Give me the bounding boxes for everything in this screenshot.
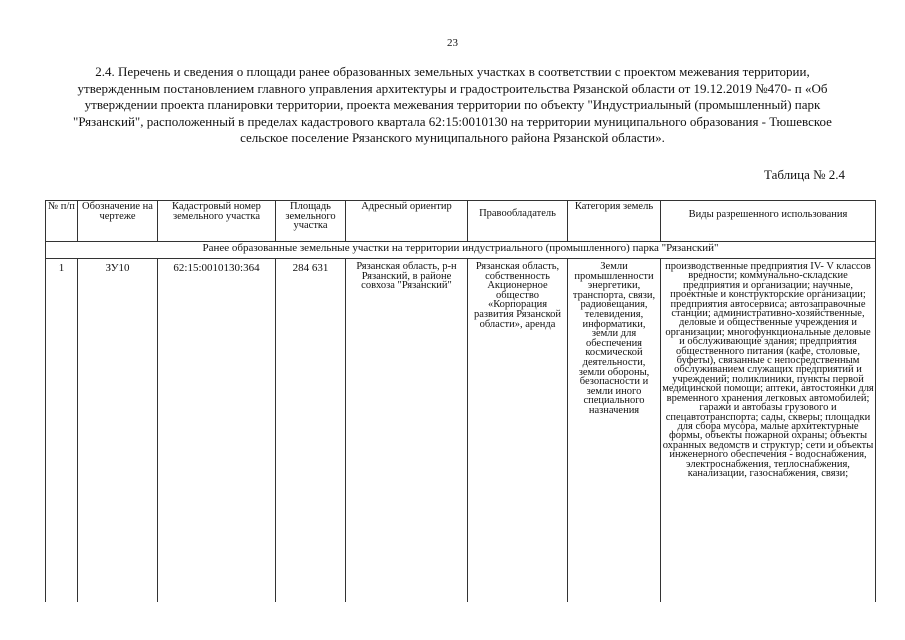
- cell-num: 1: [46, 259, 78, 603]
- col-header-designation: Обозначение на чертеже: [78, 201, 158, 242]
- page-number: 23: [447, 37, 458, 49]
- cell-designation: ЗУ10: [78, 259, 158, 603]
- cell-holder: Рязанская область, собственность Акционерное общество «Корпорация развития Рязанской области», аренда: [468, 259, 568, 603]
- land-plots-table: [45, 200, 876, 602]
- col-header-holder-label: Правообладатель: [479, 208, 556, 219]
- cell-usage: производственные предприятия IV- V классов вредности; коммунально-складские предприятия и организации; научные, проектные и конструкторские организации; предприятия автосервиса; автозаправочные станции; административно-хозяйственные, деловые и общественные учреждения и организации; многофункциональные деловые и обслуживающие здания; предприятия общественного питания (кафе, столовые, буфеты), связанные с непосредственным обслуживанием служащих предприятий и учреждений; поликлиники, пункты первой медицинской помощи; аптеки, автостоянки для временного хранения легковых автомобилей; гаражи и автобазы грузового и спецавтотранспорта; сады, скверы; площадки для сбора мусора, малые архитектурные формы, объекты пожарной охраны; объекты охранных ведомств и структур; сети и объекты инженерного обеспечения - водоснабжения, электроснабжения, теплоснабжения, канализации, газоснабжения, связи;: [661, 259, 876, 603]
- col-header-num: № п/п: [46, 201, 78, 242]
- col-header-cadastral: Кадастровый номер земельного участка: [158, 201, 276, 242]
- cell-category: Земли промышленности энергетики, транспорта, связи, радиовещания, телевидения, информатики, земли для обеспечения космической деятельности, земли обороны, безопасности и земли иного специального назначения: [568, 259, 661, 603]
- col-header-holder: [468, 201, 568, 242]
- table-section-row: [46, 242, 876, 259]
- cell-area: 284 631: [276, 259, 346, 603]
- cell-address: Рязанская область, р-н Рязанский, в районе совхоза "Рязанский": [346, 259, 468, 603]
- col-header-usage: [661, 201, 876, 242]
- table-row: [46, 259, 876, 603]
- col-header-address: Адресный ориентир: [346, 201, 468, 242]
- cell-cadastral: 62:15:0010130:364: [158, 259, 276, 603]
- col-header-category: Категория земель: [568, 201, 661, 242]
- table-header-row: [46, 201, 876, 242]
- col-header-usage-label: Виды разрешенного использования: [688, 209, 848, 220]
- table-caption: Таблица № 2.4: [763, 167, 845, 182]
- section-heading: 2.4. Перечень и сведения о площади ранее образованных земельных участках в соответствии с проектом межевания территории, утвержденным постановлением главного управления архитектуры и градостроительства Рязанской области от 19.12.2019 №470- п «Об утверждении проекта планировки территории, проекта межевания территории по объекту "Индустриалыный (промышленный) парк "Рязанский", расположенный в пределах кадастрового квартала 62:15:0010130 на территории муниципального образования - Тюшевское сельское поселение Рязанского муниципального района Рязанской области».: [73, 64, 832, 145]
- section-title: Ранее образованные земельные участки на территории индустриального (промышленного) парка "Рязанский": [46, 242, 876, 259]
- col-header-area: Площадь земельного участка: [276, 201, 346, 242]
